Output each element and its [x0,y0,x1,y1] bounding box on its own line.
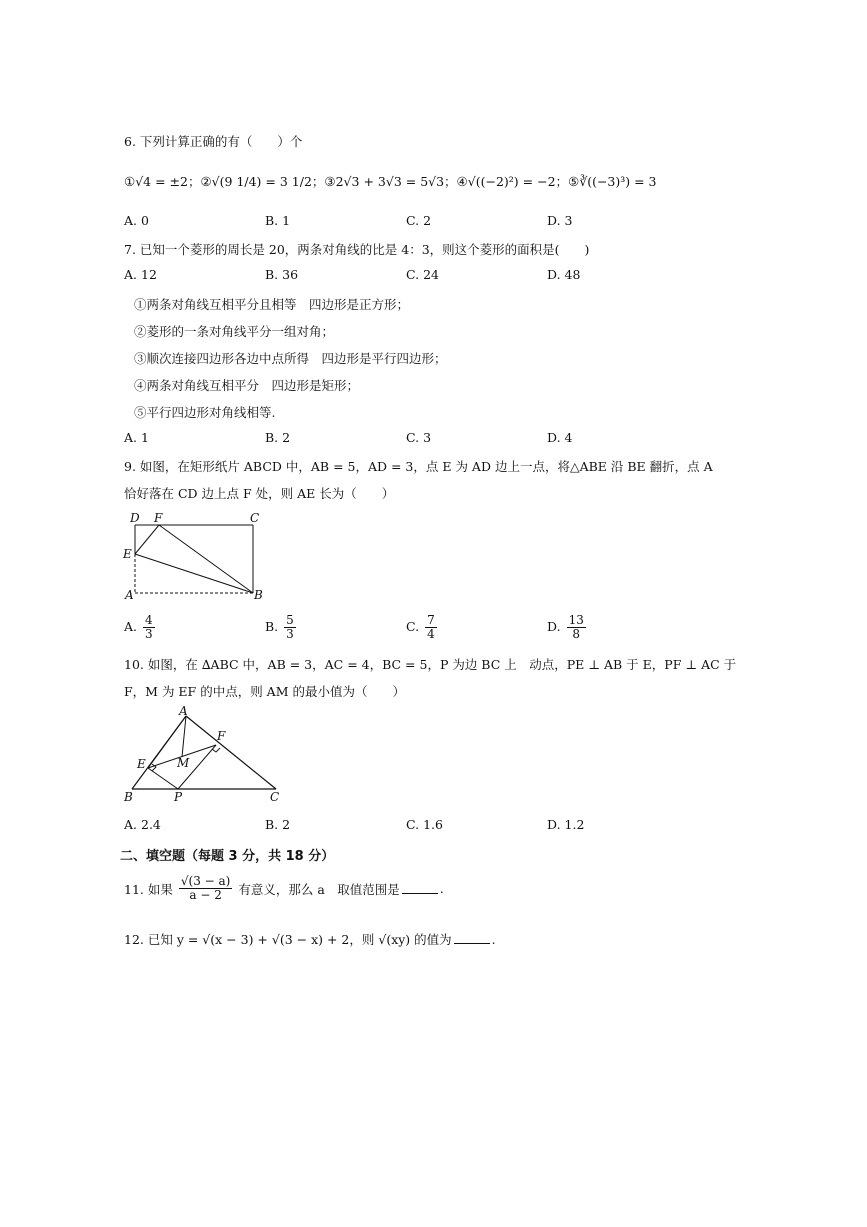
q9-option-c: C. $\frac{7}{4}$ [406,613,435,642]
q7-option-b: B. 36 [265,267,299,282]
q11-fraction: $\frac{√(3 - a)}{a - 2}$ [180,874,231,903]
q12-text: 12. 已知 y = √(x − 3) + √(3 − x) + 2，则 √(xy) 的值为 [124,932,452,947]
q9-label-f: F [154,511,163,525]
q6-option-c: C. 2 [406,213,432,228]
q11-answer-blank [402,883,438,894]
q12-end: . [491,932,496,947]
q9-label-e: E [123,547,132,561]
q10-segment-ac [186,716,276,789]
q11-end: . [439,881,444,897]
q9-segment-fb [159,525,253,593]
q10-label-a: A [179,706,188,718]
q10-label-p: P [174,790,183,804]
q11-prefix: 11. 如果 [124,881,173,897]
q6-formula: ①√4 = ±2；②√(9 1/4) = 3 1/2；③2√3 + 3√3 = 5√3；④√((−2)²) = −2；⑤∛((−3)³) = 3 [124,174,657,189]
q9-label-a: A [125,588,134,602]
q10-label-e: E [137,757,146,771]
q10-label-c: C [270,790,280,804]
q8-statement-2: ②菱形的一条对角线平分一组对角； [134,324,335,339]
q6-option-d: D. 3 [547,213,573,228]
q9-label-d: D [130,511,140,525]
q8-statement-5: ⑤平行四边形对角线相等. [134,405,276,420]
q10-option-b: B. 2 [265,817,291,832]
q9-option-d: D. $\frac{13}{8}$ [547,613,584,642]
q7-stem: 7. 已知一个菱形的周长是 20，两条对角线的比是 4：3，则这个菱形的面积是( ) [124,242,590,257]
q9-stem-line2: 恰好落在 CD 边上点 F 处，则 AE 长为（ ） [124,486,395,501]
q8-option-a: A. 1 [124,430,149,445]
q11-suffix: 有意义，那么 a 取值范围是 [238,881,400,897]
q9-label-c: C [250,511,260,525]
q7-option-d: D. 48 [547,267,581,282]
q10-segment-pe [148,768,178,789]
section-heading-fill-in: 二、填空题（每题 3 分，共 18 分） [120,849,335,864]
q7-option-c: C. 24 [406,267,439,282]
q6-option-b: B. 1 [265,213,291,228]
q6-stem: 6. 下列计算正确的有（ ）个 [124,134,303,149]
q9-label-b: B [254,588,263,602]
q9-option-a: A. $\frac{4}{3}$ [124,613,153,642]
q9-option-b: B. $\frac{5}{3}$ [265,613,294,642]
q8-statement-3: ③顺次连接四边形各边中点所得 四边形是平行四边形； [134,351,447,366]
q10-segment-am [182,716,186,757]
q11-line [124,875,444,902]
q8-option-c: C. 3 [406,430,432,445]
q8-option-d: D. 4 [547,430,573,445]
q9-segment-ef [135,525,159,554]
q9-stem-line1: 9. 如图，在矩形纸片 ABCD 中，AB = 5，AD = 3，点 E 为 AD 边上一点，将△ABE 沿 BE 翻折，点 A [124,459,713,474]
q6-option-a: A. 0 [124,213,149,228]
q10-option-c: C. 1.6 [406,817,443,832]
q9-segment-eb [135,554,253,593]
q8-statement-1: ①两条对角线互相平分且相等 四边形是正方形； [134,297,410,312]
q12-answer-blank [454,933,490,944]
q9-figure [120,508,270,604]
q10-label-m: M [177,756,190,770]
q10-label-b: B [124,790,133,804]
q12-line [124,930,496,948]
q10-option-d: D. 1.2 [547,817,585,832]
q10-option-a: A. 2.4 [124,817,161,832]
q10-stem-line2: F，M 为 EF 的中点，则 AM 的最小值为（ ） [124,684,405,699]
q8-option-b: B. 2 [265,430,291,445]
q10-figure [118,706,288,806]
q10-label-f: F [217,729,226,743]
q7-option-a: A. 12 [124,267,157,282]
q8-statement-4: ④两条对角线互相平分 四边形是矩形； [134,378,360,393]
q10-stem-line1: 10. 如图，在 ∆ABC 中，AB = 3，AC = 4，BC = 5，P 为边 BC 上 动点，PE ⊥ AB 于 E，PF ⊥ AC 于 [124,657,737,672]
